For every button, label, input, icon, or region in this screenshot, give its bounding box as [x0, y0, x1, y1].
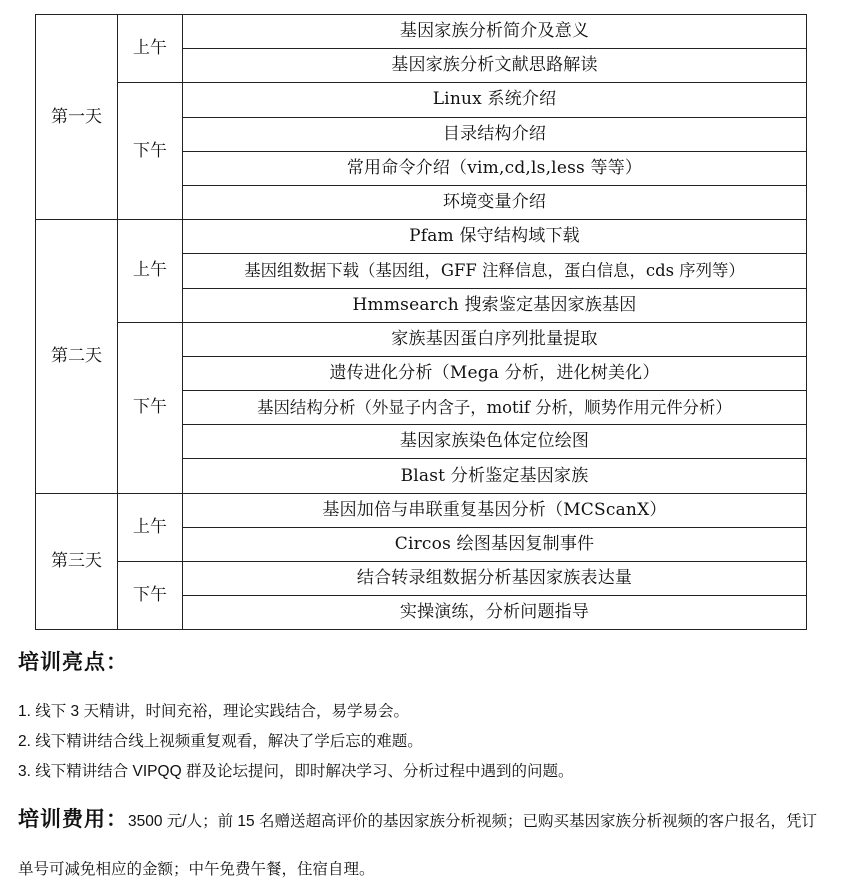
- day-label: 第一天: [36, 15, 118, 220]
- schedule-row: [36, 15, 807, 49]
- fee-label: 培训费用：: [18, 806, 128, 831]
- schedule-row: [36, 562, 807, 596]
- schedule-row: [36, 83, 807, 117]
- session-label: 上午: [118, 493, 183, 561]
- highlight-item: 1. 线下 3 天精讲，时间充裕，理论实践结合，易学易会。: [18, 703, 409, 720]
- topic-cell: 结合转录组数据分析基因家族表达量: [183, 562, 807, 596]
- topic-cell: 基因加倍与串联重复基因分析（MCScanX）: [183, 493, 807, 527]
- schedule-row: [36, 493, 807, 527]
- topic-cell: 基因组数据下载（基因组，GFF 注释信息，蛋白信息，cds 序列等）: [183, 254, 807, 288]
- fee-text: 3500 元/人；前 15 名赠送超高评价的基因家族分析视频；已购买基因家族分析视频的客户报名，凭订单号可减免相应的金额；中午免费午餐，住宿自理。: [18, 813, 817, 878]
- highlight-item: 3. 线下精讲结合 VIPQQ 群及论坛提问，即时解决学习、分析过程中遇到的问题。: [18, 763, 574, 780]
- schedule-body: [36, 15, 807, 630]
- schedule-row: [36, 220, 807, 254]
- session-label: 下午: [118, 562, 183, 630]
- topic-cell: 基因家族分析文献思路解读: [183, 49, 807, 83]
- topic-cell: 基因结构分析（外显子内含子，motif 分析，顺势作用元件分析）: [183, 391, 807, 425]
- highlights-list: [18, 697, 573, 787]
- topic-cell: Hmmsearch 搜索鉴定基因家族基因: [183, 288, 807, 322]
- topic-cell: 基因家族染色体定位绘图: [183, 425, 807, 459]
- highlights-title: 培训亮点：: [18, 649, 128, 674]
- topic-cell: 基因家族分析简介及意义: [183, 15, 807, 49]
- topic-cell: 家族基因蛋白序列批量提取: [183, 322, 807, 356]
- fee-paragraph: [18, 795, 830, 894]
- highlight-item: 2. 线下精讲结合线上视频重复观看，解决了学后忘的难题。: [18, 733, 423, 750]
- topic-cell: Pfam 保守结构域下载: [183, 220, 807, 254]
- schedule-table: [35, 14, 807, 630]
- topic-cell: 常用命令介绍（vim,cd,ls,less 等等）: [183, 151, 807, 185]
- topic-cell: Blast 分析鉴定基因家族: [183, 459, 807, 493]
- session-label: 下午: [118, 83, 183, 220]
- session-label: 下午: [118, 322, 183, 493]
- topic-cell: 目录结构介绍: [183, 117, 807, 151]
- day-label: 第二天: [36, 220, 118, 494]
- topic-cell: 遗传进化分析（Mega 分析，进化树美化）: [183, 356, 807, 390]
- session-label: 上午: [118, 220, 183, 323]
- session-label: 上午: [118, 15, 183, 83]
- topic-cell: Linux 系统介绍: [183, 83, 807, 117]
- topic-cell: 环境变量介绍: [183, 185, 807, 219]
- topic-cell: Circos 绘图基因复制事件: [183, 527, 807, 561]
- day-label: 第三天: [36, 493, 118, 630]
- topic-cell: 实操演练，分析问题指导: [183, 596, 807, 630]
- schedule-row: [36, 322, 807, 356]
